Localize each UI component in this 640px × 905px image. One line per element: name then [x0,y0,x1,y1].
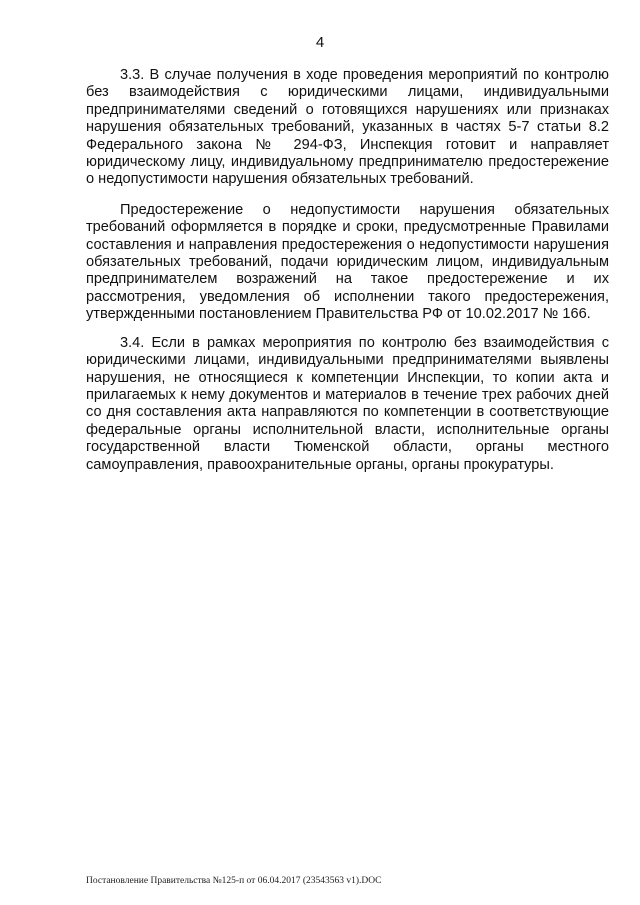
paragraph-3-4: 3.4. Если в рамках мероприятия по контролю без взаимодействия с юридическими лицами, индивидуальными предпринимателями выявлены нарушения, не относящиеся к компетенции Инспекции, то копии акта и прилагаемых к нему документов и материалов в течение трех рабочих дней со дня составления акта направляются по компетенции в соответствующие федеральные органы исполнительной власти, исполнительные органы государственной власти Тюменской области, органы местного самоуправления, правоохранительные органы, органы прокуратуры. [86,334,609,473]
document-footer: Постановление Правительства №125-п от 06.04.2017 (23543563 v1).DOC [86,876,382,886]
document-body [86,67,609,474]
paragraph-warning-procedure: Предостережение о недопустимости нарушения обязательных требований оформляется в порядке и сроки, предусмотренные Правилами составления и направления предостережения о недопустимости нарушения обязательных требований, подачи юридическим лицом, индивидуальным предпринимателем возражений на такое предостережение и их рассмотрения, уведомления об исполнении такого предостережения, утвержденными постановлением Правительства РФ от 10.02.2017 № 166. [86,201,609,323]
page-number: 4 [315,34,325,51]
paragraph-3-3: 3.3. В случае получения в ходе проведения мероприятий по контролю без взаимодействия с юридическими лицами, индивидуальными предпринимателями сведений о готовящихся нарушениях или признаках нарушения обязательных требований, указанных в частях 5-7 статьи 8.2 Федерального закона № 294-ФЗ, Инспекция готовит и направляет юридическому лицу, индивидуальному предпринимателю предостережение о недопустимости нарушения обязательных требований. [86,67,609,188]
